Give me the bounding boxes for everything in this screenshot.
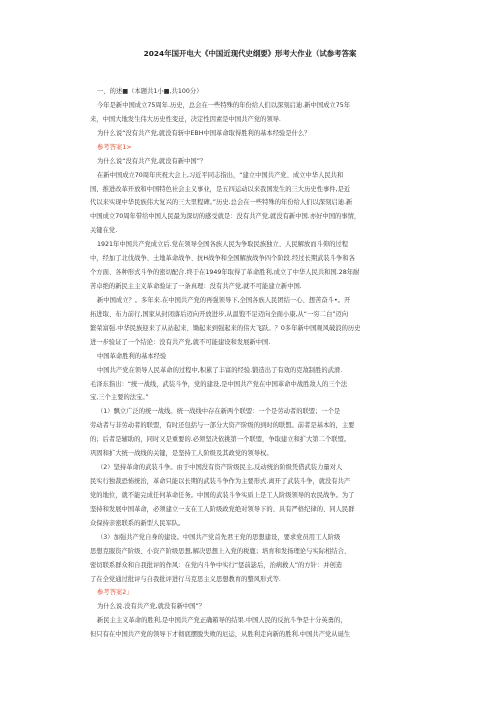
body-line: 在新中国成立70周年庆祝大会上,习近平同志指出，“建立中国共产党、成立中华人民共和 (97, 171, 344, 179)
body-line: 关键在党. (90, 227, 118, 235)
body-line: 劳动者与非劳动者的联盟，有时还包括与一部分大资产阶级的到时的联盟。前者是基本的，主要 (90, 422, 355, 430)
body-line: 为什么说“没有共产党,就没有斩中EBH中国革命取得胜利的基本经验是什么？ (97, 129, 311, 137)
body-line: 苦卓绝的新民主主义革命验证了一条真理：没有共产党,就不可能建立新中国. (90, 283, 302, 291)
body-line: 1921年中国共产党成立后.党在领导全国各族人民为争取民族独立、人民解放而斗仰的过程 (97, 241, 349, 249)
document-title: 2024年国开电大《中国近现代史纲要》形考大作业（试参考答案 (143, 49, 357, 58)
body-line: 进一步验证了一个结论：没有共产党,就不可能建设和发展新中国. (90, 338, 271, 346)
body-line: 一、的述■（本题共1小■,共100分） (97, 88, 203, 95)
body-line: 坚持和发展中国革命，必须建立一支在工人阶级政党绝对领导下的、具有严格纪律的、同人民群 (90, 505, 355, 513)
body-line: 为什么说“没有共产党,就没有新中国”？ (97, 157, 207, 165)
body-line: 思想克服资产阶级、小资产阶级思想,解决思想上入党的税鹿；培育和发扬理论与实际相结合、 (90, 547, 351, 555)
body-line: 但只有在中国共产党的领导下才彻底摆脱失败的厄运，从胜利走向新的胜利.中国共产党从诞生 (90, 631, 351, 639)
answer-heading: 参考答案2」 (97, 589, 133, 597)
body-line: 来，中国大地发生伟大历史性变迁，决定性因素是中国共产党的领导. (90, 115, 281, 123)
body-line: 个方面、各种形式斗争的密切配合.终于在1949年取得了革命胜利,成立了中华人民共和国.28年耐 (90, 269, 360, 277)
body-line: 宝,三个主要的法宝。” (90, 394, 149, 402)
body-line: 中国成立70周年带给中国人民最为深切的感受就是：没有共产党,就没有新中国.亦好中国的事情， (90, 213, 361, 221)
body-line: 新中国成立？。多年来.在中国共产党的再强领导下,全国各族人民团结一心、想苦奋斗•。开 (97, 296, 351, 304)
body-line: 毛泽东指出：“统一战线，武装斗争，党的建设,是中国共产党在中国革命中战胜敌人的三个法 (90, 380, 348, 388)
body-line: 繁荣富强.中华民族迎来了从站起来、锄起来到强起来的伟大飞跃。？0多年新中国观风破浪的历史 (90, 324, 361, 332)
body-line: 国、推进改革开放和中国特色社会主义事业，是五四运动以来我国发生的三大历史性事件,是近 (90, 185, 351, 193)
body-line: 中，经加了北伐战争、土地革命战争、抗H战争和全国解放战争四个阶段.经过长期武装斗争和各 (90, 255, 355, 263)
body-line: 了在全党通过批评与自我批评进行马克思主义思想教育的整风形式等. (90, 575, 281, 583)
body-line: （2）坚持革命的武装斗争。由于中国没有资产阶级民主,反动统治阶级凭借武装力量对人 (97, 464, 343, 472)
body-line: 众保持亲密联系的新型人民军队。 (90, 519, 185, 527)
body-line: 中国革命胜利的基本经验 (97, 352, 167, 360)
body-line: 为什么说.没有共产党,就没有新中国”？ (97, 603, 206, 611)
body-line: 今年是新中国成立75周年.历史，总会在一些特殊的年份给人们以深刻启迪.新中国成立75年 (97, 101, 351, 109)
body-line: 拓进取、布力前行,国家从封闭落后迈向开放进步,从温饱不足迈向全面小康,从“一穷二白”迈向 (90, 310, 349, 318)
body-line: 党的地位，就不能完成任何革命任务。中国的武装斗争实质上是工人阶级领导的农民战争。为了 (90, 491, 355, 499)
body-line: 密切联系群众和自我批评的作风：在党内斗争中实行“惩前毖后，治病救人”的方针：并创造 (90, 561, 343, 569)
answer-heading: 参考答案1> (97, 143, 132, 151)
body-line: 民实行独裁恐怖统治，革命只能以长期的武装斗争作为主要形式.离开了武装斗争，就没有共产 (90, 478, 351, 486)
body-line: 中国共产党在领导人民革命的过程中,积累了丰富的经验.锻造出了有效的克敌制胜的武滑. (97, 366, 343, 374)
body-line: （1）飘立广泛的统一战线。统一战线中存在新两个联盟：一个是劳动者的联盟；一个是 (97, 408, 341, 416)
body-line: 巩固和扩大统一战线的关键，是坚持工人阶级及其政党的领导权。 (90, 450, 273, 458)
body-line: （3）加强共产党自身的建设。中国共产党首先君王党的思想建设，要求党员用工人阶级 (97, 533, 341, 541)
body-line: 代以来实现中华民族伟大复兴的三大里程碑。”历史.总会在一些特殊的年份给人们以深刻启迪.新 (90, 199, 353, 207)
body-line: 新民主主义革命的胜利,是中国共产党正确箱导的结果.中国人民的反抗斗争是十分英勇的， (97, 617, 347, 625)
body-line: 的；后者是辅助的，同时又是重要的.必须坚决依挑第一个联盟，争取建立和扩大第二个联盟。 (90, 436, 351, 444)
